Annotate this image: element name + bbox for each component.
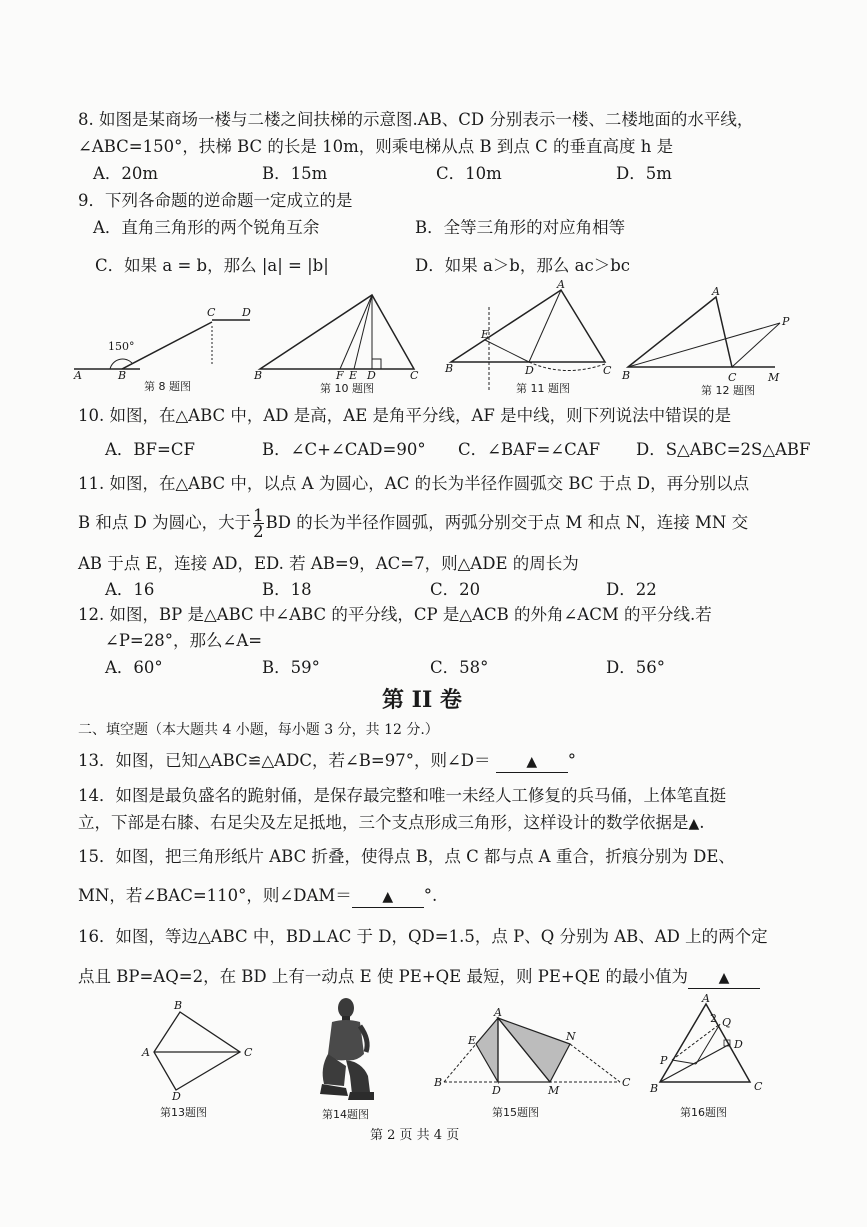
figure-8 [70,300,263,382]
svg-text:C: C [410,369,419,382]
q13-text: 13．如图，已知△ABC≌△ADC，若∠B=97°，则∠D＝ [78,751,491,770]
svg-text:A: A [702,992,710,1005]
fig16-label-2: 2 [710,1012,717,1025]
q11-line2-b: BD 的长为半径作圆弧，两弧分别交于点 M 和点 N，连接 MN 交 [265,513,749,532]
fig8-escalator [122,322,212,369]
svg-text:M: M [768,371,780,384]
q11-line2 [78,508,748,539]
fig11-triangle [451,290,605,362]
caption-fig13: 第13题图 [160,1106,207,1119]
q11-line1: 11. 如图，在△ABC 中，以点 A 为圆心，AC 的长为半径作圆弧交 BC 于点 D，再分别以点 [78,474,750,493]
q10-option-b: B．∠C+∠CAD=90° [262,440,426,459]
svg-text:C: C [754,1080,763,1093]
figure-16 [646,992,766,1096]
q15-answer-blank[interactable] [352,886,424,908]
svg-text:E: E [349,369,358,382]
svg-text:A: A [557,278,565,291]
q15-line1: 15．如图，把三角形纸片 ABC 折叠，使得点 B，点 C 都与点 A 重合，折痕分别为 DE、 [78,847,735,866]
caption-fig10: 第 10 题图 [320,382,374,395]
fig12-triangle [628,297,732,367]
caption-fig8: 第 8 题图 [144,380,191,393]
q11-line2-a: B 和点 D 为圆心，大于 [78,513,252,532]
figure-13 [140,999,260,1103]
q10-option-a: A．BF=CF [105,440,195,459]
svg-text:C: C [244,1046,253,1059]
q16-line2 [78,967,760,989]
q11-option-b: B．18 [262,580,312,599]
q9-stem: 9．下列各命题的逆命题一定成立的是 [78,191,353,210]
figure-11 [445,278,620,392]
q11-option-a: A．16 [105,580,155,599]
q9-option-a: A．直角三角形的两个锐角互余 [93,218,320,237]
figure-15 [434,1006,634,1100]
svg-text:A: A [142,1046,150,1059]
svg-text:B: B [174,999,183,1012]
fig8-angle-arc [110,359,132,369]
svg-text:B: B [434,1076,443,1089]
q16-answer-blank[interactable] [688,967,760,989]
q15-line2 [78,886,437,908]
fig15-shaded-right [498,1018,570,1082]
q9-option-b: B．全等三角形的对应角相等 [415,218,626,237]
q8-option-a: A．20m [93,164,159,183]
svg-text:E: E [481,328,490,341]
q8-line1: 8. 如图是某商场一楼与二楼之间扶梯的示意图.AB、CD 分别表示一楼、二楼地面的水平线， [78,110,754,129]
svg-text:B: B [254,369,263,382]
q14-blank-mark[interactable]: ▲ [688,816,700,832]
q11-frac-den: 2 [253,522,264,541]
caption-fig15: 第15题图 [492,1106,539,1119]
q8-option-c: C．10m [436,164,502,183]
q16-line1: 16．如图，等边△ABC 中，BD⊥AC 于 D，QD=1.5，点 P、Q 分别为 AB、AD 上的两个定 [78,927,768,946]
svg-text:A: A [494,1006,502,1019]
q11-option-c: C．20 [430,580,481,599]
q13-blank-mark: ▲ [526,754,538,770]
svg-text:B: B [622,369,631,382]
q8-line2: ∠ABC=150°，扶梯 BC 的长是 10m，则乘电梯从点 B 到点 C 的垂直高度 h 是 [78,137,674,156]
q12-option-c: C．58° [430,658,489,677]
q11-line3: AB 于点 E，连接 AD，ED. 若 AB=9，AC=7，则△ADE 的周长为 [78,554,579,573]
q10-option-c: C．∠BAF=∠CAF [458,440,601,459]
svg-text:Q: Q [722,1016,732,1029]
svg-text:D: D [734,1038,743,1051]
figure-10 [254,285,424,380]
q11-option-d: D．22 [606,580,657,599]
fill-in-heading: 二、填空题（本大题共 4 小题，每小题 3 分，共 12 分.） [78,722,439,738]
svg-text:F: F [336,369,344,382]
q12-line1: 12. 如图，BP 是△ABC 中∠ABC 的平分线，CP 是△ACB 的外角∠ACM 的平分线.若 [78,605,712,624]
q12-line2: ∠P=28°，那么∠A= [105,631,263,650]
svg-text:D: D [172,1090,181,1103]
svg-text:N: N [566,1030,576,1043]
svg-text:C: C [207,306,216,319]
fig8-angle-label: 150° [108,340,135,353]
caption-fig12: 第 12 题图 [701,384,755,397]
figure-12 [620,287,800,382]
q11-fraction [253,508,264,539]
page-footer: 第 2 页 共 4 页 [370,1128,460,1143]
q16-text: 点且 BP=AQ=2，在 BD 上有一动点 E 使 PE+QE 最短，则 PE+QE 的最小值为 [78,967,689,986]
caption-fig11: 第 11 题图 [516,382,570,395]
q10-stem: 10. 如图，在△ABC 中，AD 是高，AE 是角平分线，AF 是中线，则下列说法中错误的是 [78,406,732,425]
q13-answer-blank[interactable] [496,751,568,773]
q14-text: 立，下部是右膝、右足尖及左足抵地，三个支点形成三角形，这样设计的数学依据是 [78,813,689,832]
svg-text:D: D [492,1084,501,1097]
section-title: 第 II 卷 [382,687,462,713]
q14-line1: 14．如图是最负盛名的跪射俑，是保存最完整和唯一未经人工修复的兵马俑，上体笔直挺 [78,786,726,805]
q13-line [78,751,576,773]
q15-blank-mark: ▲ [382,889,394,905]
svg-text:B: B [650,1082,659,1095]
svg-text:C: C [622,1076,631,1089]
q16-blank-mark: ▲ [718,970,730,986]
q14-line2: 立，下部是右膝、右足尖及左足抵地，三个支点形成三角形，这样设计的数学依据是▲. [78,813,705,832]
fig10-triangle [260,295,414,369]
fig13-quadrilateral [154,1012,240,1090]
caption-fig16: 第16题图 [680,1106,727,1119]
q9-option-c: C．如果 a = b，那么 |a| = |b| [95,256,329,275]
caption-fig14: 第14题图 [322,1108,369,1121]
svg-text:D: D [242,306,251,319]
q10-option-d: D．S△ABC=2S△ABF [636,440,811,459]
fig15-shaded-left [476,1018,498,1082]
svg-text:A: A [712,285,720,298]
svg-text:P: P [660,1054,668,1067]
q15-text: MN，若∠BAC=110°，则∠DAM＝ [78,886,352,905]
svg-text:D: D [525,364,534,377]
svg-text:M: M [548,1084,560,1097]
svg-text:B: B [118,369,127,382]
q11-frac-num: 1 [253,506,264,525]
q8-option-b: B．15m [262,164,328,183]
svg-text:A: A [74,369,82,382]
q12-option-d: D．56° [606,658,665,677]
svg-text:E: E [468,1034,477,1047]
svg-text:C: C [728,371,737,384]
svg-text:B: B [445,362,454,375]
q15-degree: °. [423,886,438,905]
q12-option-b: B．59° [262,658,320,677]
svg-text:D: D [367,369,376,382]
q9-option-d: D．如果 a＞b，那么 ac＞bc [415,256,630,275]
svg-text:C: C [603,364,612,377]
q12-option-a: A．60° [105,658,163,677]
svg-text:P: P [782,315,790,328]
q8-option-d: D．5m [616,164,672,183]
figure-14-archer-image [316,996,376,1101]
q13-degree: ° [567,751,577,770]
